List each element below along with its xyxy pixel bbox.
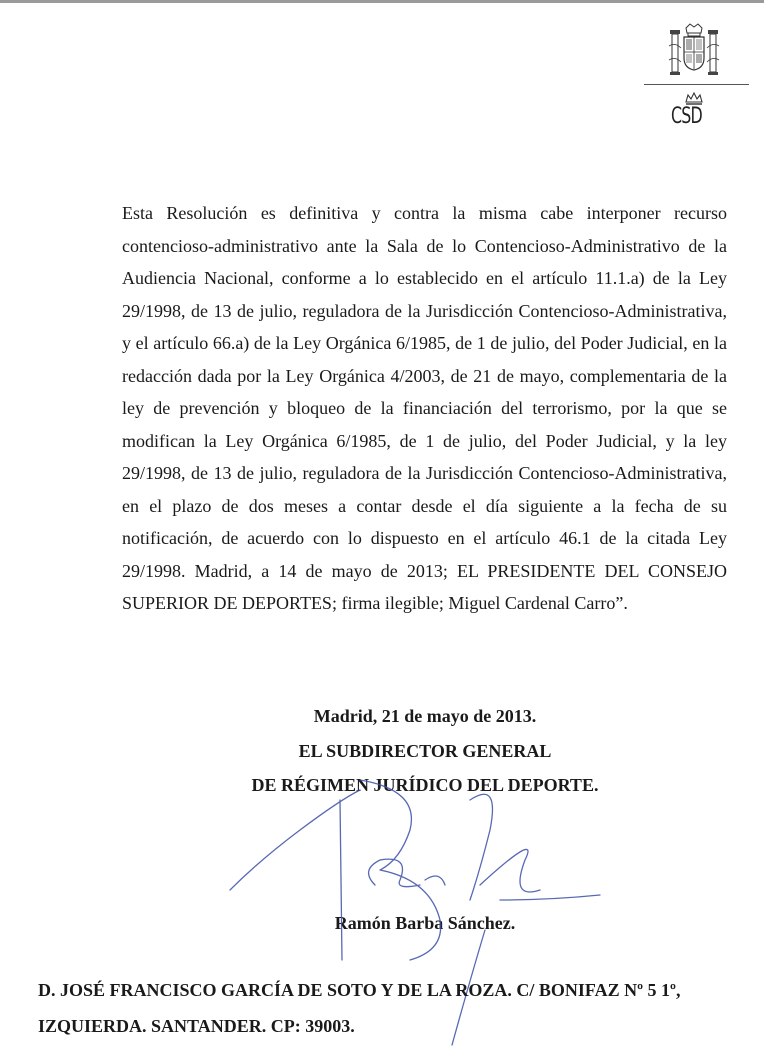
page-top-border (0, 0, 764, 3)
signature-date: Madrid, 21 de mayo de 2013. (313, 706, 537, 726)
letterhead (624, 22, 764, 142)
letterhead-divider (644, 84, 749, 85)
signer-title-line-1: EL SUBDIRECTOR GENERAL (298, 741, 552, 761)
csd-logo: CSD (671, 104, 702, 129)
resolution-paragraph: Esta Resolución es definitiva y contra la misma cabe interponer recurso contencioso-administrativo ante la Sala de lo Contencioso-Administrativo de la Audiencia Nacional, conforme a lo establecido en el artículo 11.1.a) de la Ley 29/1998, de 13 de julio, reguladora de la Jurisdicción Contencioso-Administrativa, y el artículo 66.a) de la Ley Orgánica 6/1985, de 1 de julio, del Poder Judicial, en la redacción dada por la Ley Orgánica 4/2003, de 21 de mayo, complementaria de la ley de prevención y bloqueo de la financiación del terrorismo, por la que se modifican la Ley Orgánica 6/1985, de 1 de julio, del Poder Judicial, y la ley 29/1998, de 13 de julio, reguladora de la Jurisdicción Contencioso-Administrativa, en el plazo de dos meses a contar desde el día siguiente a la fecha de su notificación, de acuerdo con lo dispuesto en el artículo 46.1 de la citada Ley 29/1998. Madrid, a 14 de mayo de 2013; EL PRESIDENTE DEL CONSEJO SUPERIOR DE DEPORTES; firma ilegible; Miguel Cardenal Carro”. (122, 203, 727, 613)
coat-of-arms-icon (666, 22, 722, 80)
signer-title-line-2: DE RÉGIMEN JURÍDICO DEL DEPORTE. (251, 775, 599, 795)
signer-name: Ramón Barba Sánchez. (334, 913, 516, 933)
addressee-block: D. JOSÉ FRANCISCO GARCÍA DE SOTO Y DE LA ROZA. C/ BONIFAZ Nº 5 1º, IZQUIERDA. SANTANDER. CP: 39003. (38, 980, 681, 1036)
